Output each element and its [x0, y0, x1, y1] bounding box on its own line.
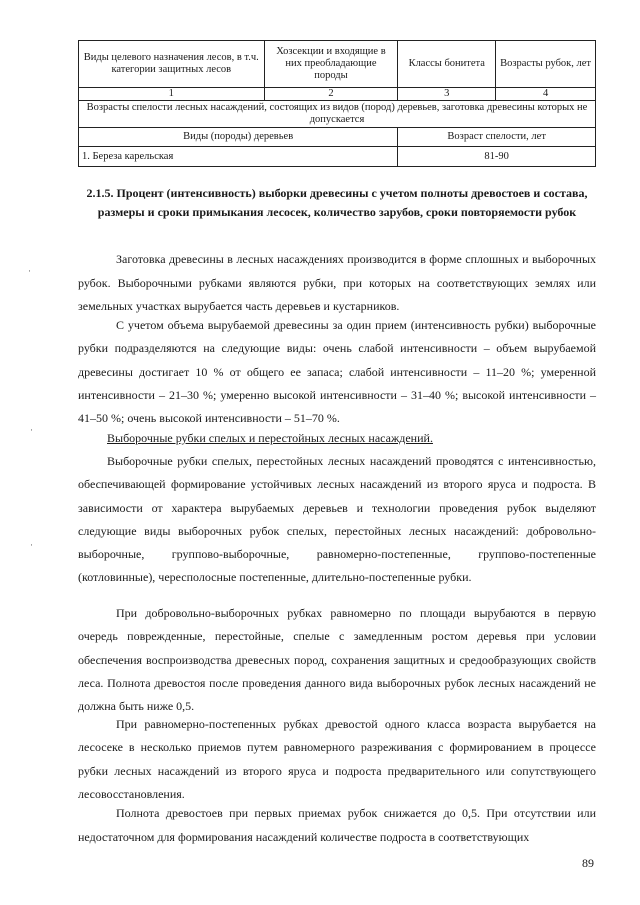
- margin-mark: ·: [30, 540, 33, 550]
- margin-mark: ·: [28, 266, 31, 276]
- column-number-row: [79, 88, 596, 101]
- column-number: 4: [496, 88, 596, 101]
- paragraph-intensity: С учетом объема вырубаемой древесины за один прием (интенсивность рубки) выборочные рубки подразделяются на следующие виды: очень слабой интенсивности – объем вырубаемой древесины достигает 10 % от общего ее запаса; слабой интенсивности – 11–20 %; умеренной интенсивности – 21–30 %; умеренно высокой интенсивности – 31–40 %; высокой интенсивности – 41–50 %; очень высокой интенсивности – 51–70 %.: [78, 318, 596, 426]
- paragraph-uniform-gradual: При равномерно-постепенных рубках древостой одного класса возраста вырубается на лесосеке в несколько приемов путем равномерного разреживания с формированием в процессе рубки лесных насаждений из второго яруса и подроста предварительного или сопутствующего лесовосстановления.: [78, 717, 596, 801]
- column-number: 2: [264, 88, 398, 101]
- section-title: 2.1.5. Процент (интенсивность) выборки древесины с учетом полноты древостоев и состава, размеры и сроки примыкания лесосек, количество зарубов, сроки повторяемости рубок: [86, 186, 588, 219]
- header-sections: Хозсекции и входящие в них преобладающие породы: [264, 41, 398, 88]
- column-number: 1: [79, 88, 265, 101]
- paragraph-harvesting-forms: Заготовка древесины в лесных насаждениях производится в форме сплошных и выборочных рубок. Выборочными рубками являются рубки, при которых на соответствующих землях или земельных участках вырубается часть деревьев и кустарников.: [78, 252, 596, 313]
- header-bonitet: Классы бонитета: [398, 41, 496, 88]
- paragraph-voluntary-selective: При добровольно-выборочных рубках равномерно по площади вырубаются в первую очередь поврежденные, перестойные, спелые с замедленным ростом деревья при условии обеспечения воспроизводства древесных пород, сохранения защитных и средообразующих свойств леса. Полнота древостоя после проведения данного вида выборочных рубок лесных насаждений не должна быть ниже 0,5.: [78, 606, 596, 714]
- subheading-selective-cutting: Выборочные рубки спелых и перестойных лесных насаждений.: [107, 431, 433, 445]
- species-cell: 1. Береза карельская: [79, 147, 398, 167]
- subheader-species: Виды (породы) деревьев: [79, 128, 398, 147]
- age-cell: 81-90: [398, 147, 596, 167]
- cutting-age-table: [78, 40, 596, 167]
- subheader-ripeness-age: Возраст спелости, лет: [398, 128, 596, 147]
- page-number: 89: [582, 856, 594, 870]
- header-purpose: Виды целевого назначения лесов, в т.ч. категории защитных лесов: [79, 41, 265, 88]
- paragraph-stand-density: Полнота древостоев при первых приемах рубок снижается до 0,5. При отсутствии или недостаточном для формирования насаждений количестве подроста в соответствующих: [78, 806, 596, 844]
- table-header-row: [79, 41, 596, 88]
- paragraph-selective-types: Выборочные рубки спелых, перестойных лесных насаждений проводятся с интенсивностью, обеспечивающей формирование устойчивых лесных насаждений из второго яруса и подроста. В зависимости от характера вырубаемых деревьев и технологии проведения рубок выделяют следующие виды выборочных рубок спелых, перестойных лесных насаждений: добровольно-выборочные, группово-выборочные, равномерно-постепенные, группово-постепенные (котловинные), чересполосные постепенные, длительно-постепенные рубки.: [78, 454, 596, 585]
- table-subheader-row: [79, 128, 596, 147]
- header-cutting-age: Возрасты рубок, лет: [496, 41, 596, 88]
- table-row: [79, 147, 596, 167]
- table-span-row: [79, 101, 596, 128]
- column-number: 3: [398, 88, 496, 101]
- ripeness-note: Возрасты спелости лесных насаждений, состоящих из видов (пород) деревьев, заготовка древесины которых не допускается: [79, 101, 596, 128]
- margin-mark: ·: [30, 425, 33, 435]
